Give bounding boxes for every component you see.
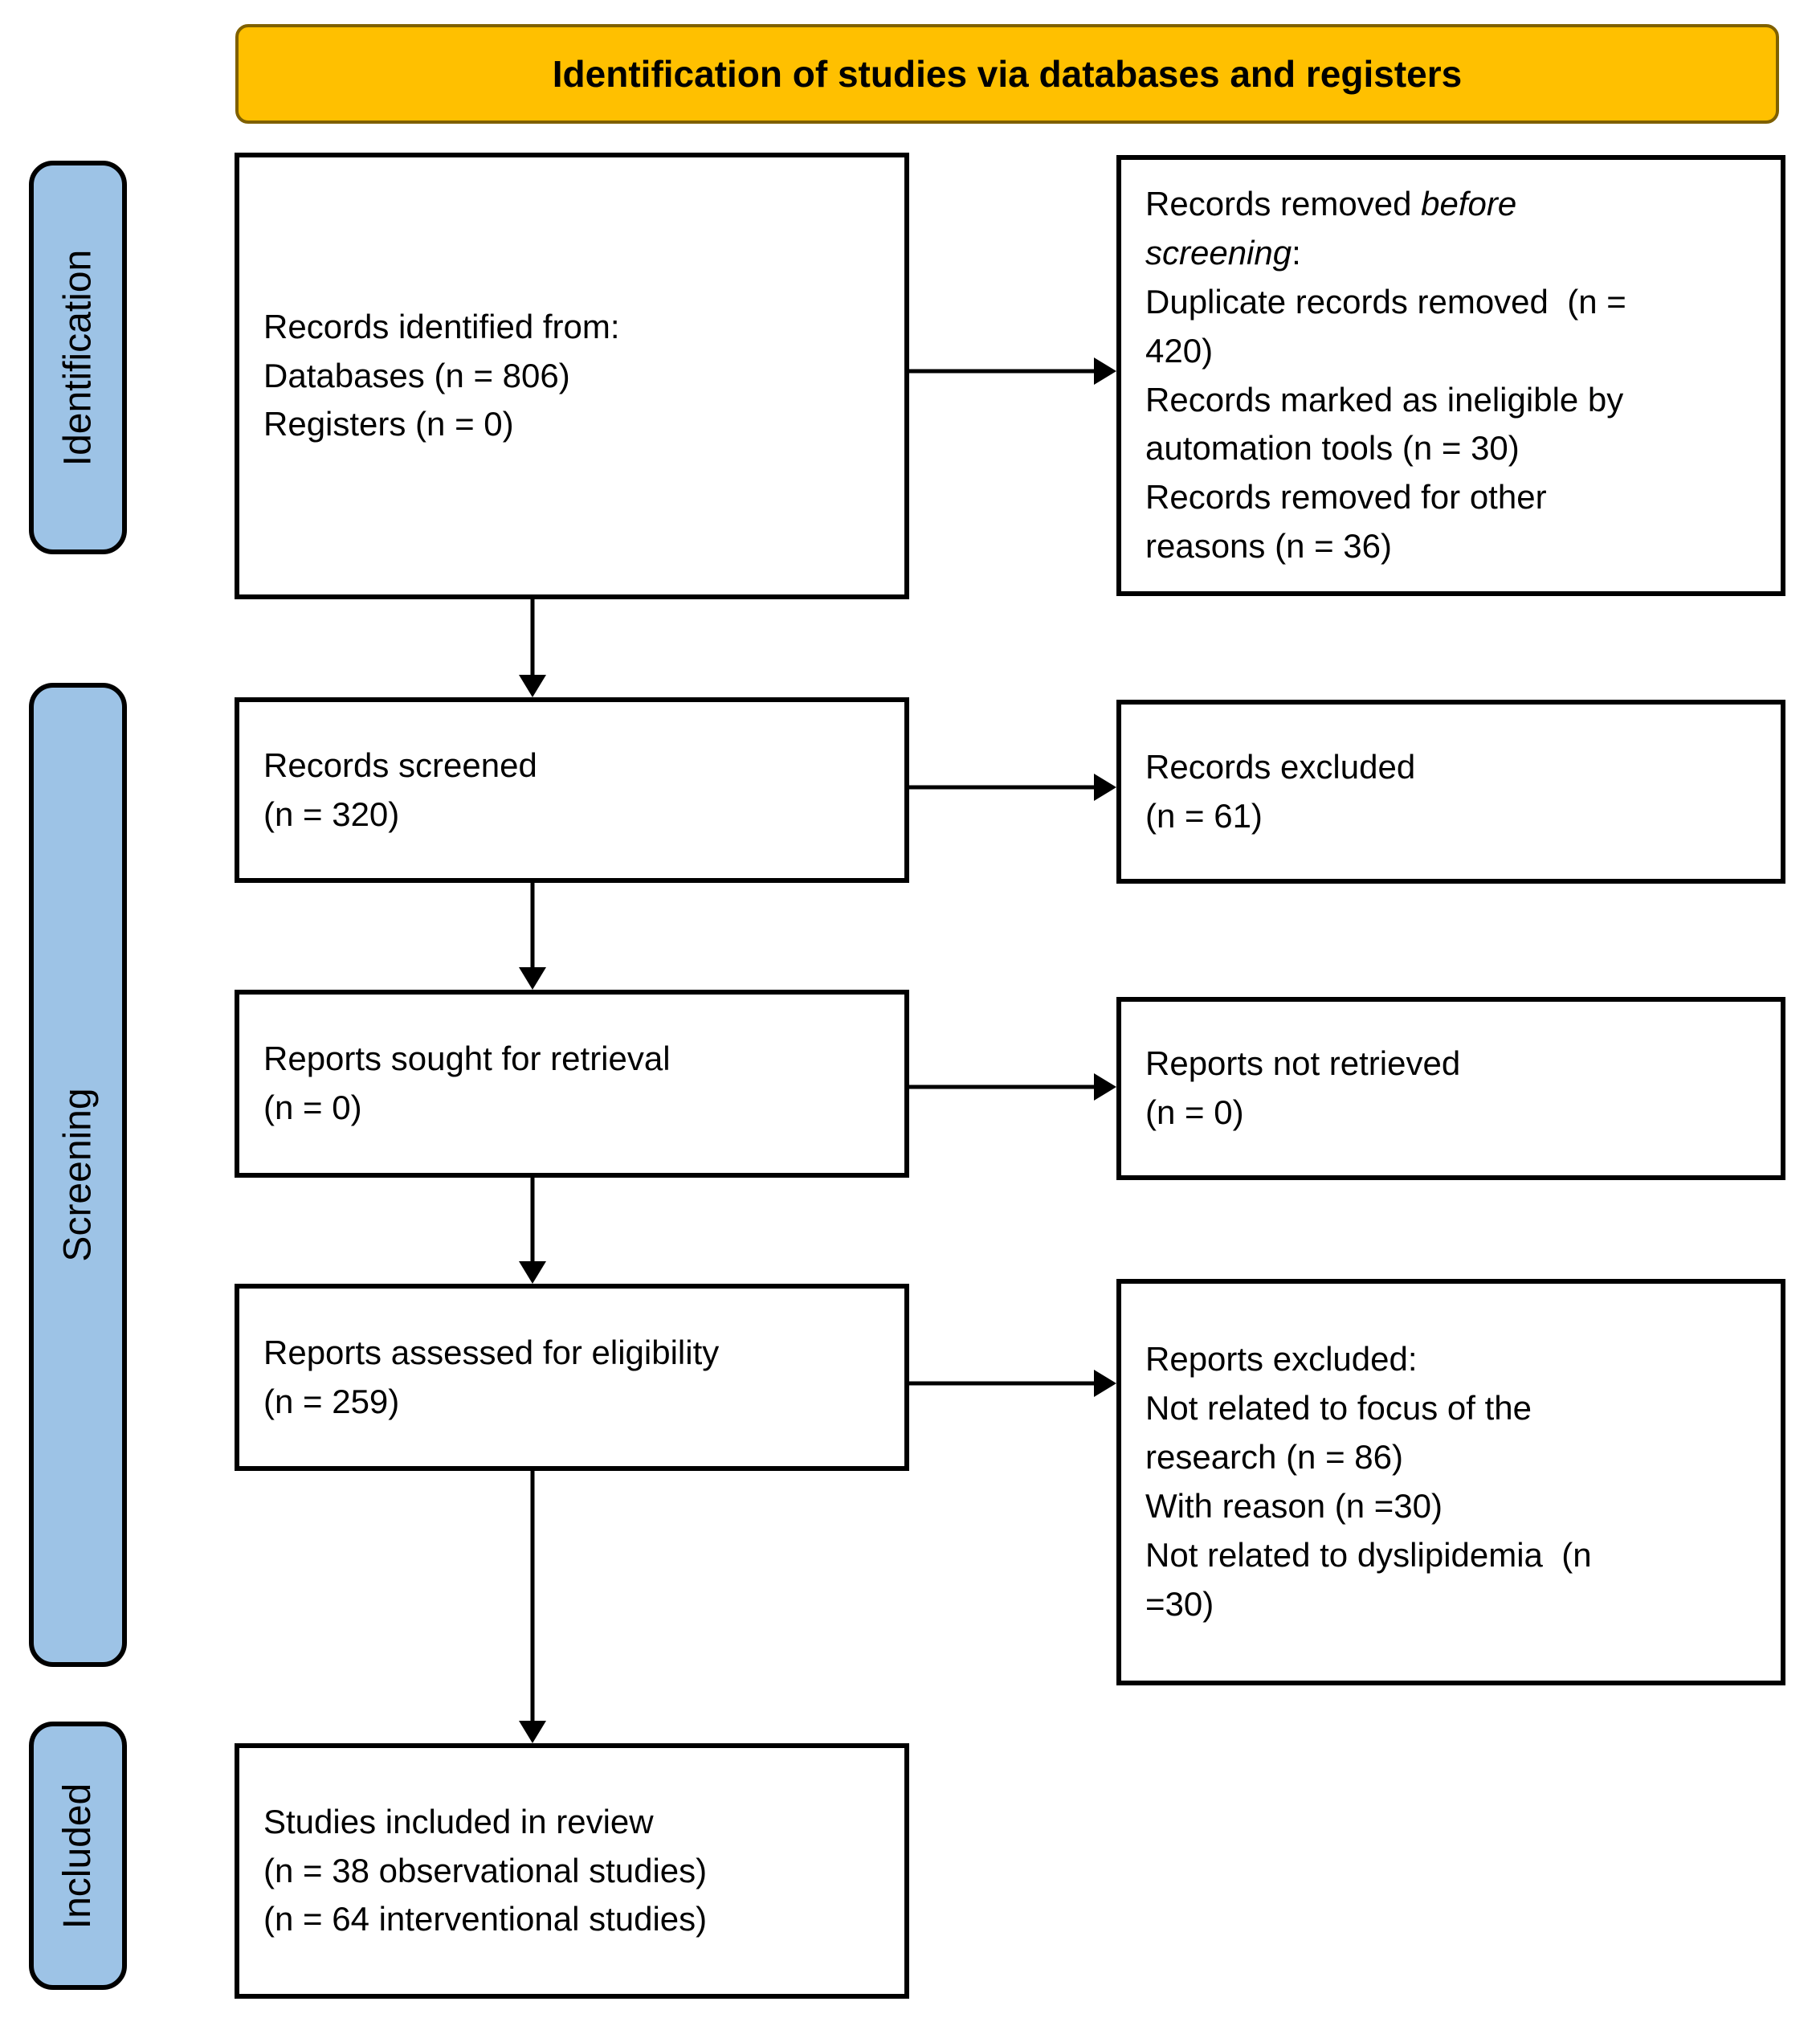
records-identified-box: [235, 153, 909, 599]
records-removed-line-8: reasons (n = 36): [1145, 527, 1393, 566]
stage-label-identification: Identification: [56, 249, 100, 466]
reports-sought-line-2: (n = 0): [263, 1089, 362, 1126]
arrow-head-icon: [519, 1721, 546, 1743]
records-identified-line-1: Records identified from:: [263, 307, 620, 345]
arrow-shaft: [909, 1085, 1096, 1089]
records-screened-line-1: Records screened: [263, 745, 537, 784]
records-identified-line-3: Registers (n = 0): [263, 405, 514, 443]
reports-excluded-line-3: research (n = 86): [1145, 1438, 1403, 1477]
down-arrow-identified-to-screened: [519, 599, 546, 697]
studies-included-line-3: (n = 64 interventional studies): [263, 1900, 708, 1938]
arrow-shaft: [909, 786, 1096, 790]
records-removed-line-6: automation tools (n = 30): [1145, 429, 1520, 468]
right-arrow-screened-to-excluded: [909, 774, 1116, 801]
reports-excluded-line-2: Not related to focus of the: [1145, 1389, 1532, 1428]
reports-excluded-line-1: Reports excluded:: [1145, 1340, 1418, 1379]
stage-label-included: Included: [56, 1783, 100, 1929]
reports-excluded-line-5: Not related to dyslipidemia (n: [1145, 1535, 1592, 1574]
arrow-shaft: [909, 1382, 1096, 1386]
records-removed-line-1-italic: before: [1421, 184, 1517, 223]
reports-sought-line-1: Reports sought for retrieval: [263, 1040, 671, 1078]
records-removed-line-1: [1145, 180, 1757, 229]
arrow-head-icon: [519, 675, 546, 697]
arrow-head-icon: [1094, 1073, 1116, 1101]
header-banner: [235, 24, 1779, 124]
arrow-head-icon: [1094, 357, 1116, 385]
records-removed-line-4: 420): [1145, 331, 1214, 370]
down-arrow-assessed-to-included: [519, 1471, 546, 1743]
arrow-shaft: [531, 883, 535, 969]
down-arrow-sought-to-assessed: [519, 1178, 546, 1284]
records-removed-line-2-italic: screening: [1145, 233, 1292, 272]
arrow-head-icon: [1094, 774, 1116, 801]
reports-not-retrieved-line-2: (n = 0): [1145, 1093, 1244, 1131]
reports-excluded-line-4: With reason (n =30): [1145, 1487, 1443, 1525]
arrow-shaft: [531, 1178, 535, 1263]
reports-not-retrieved-line-1: Reports not retrieved: [1145, 1044, 1461, 1083]
right-arrow-sought-to-not-retrieved: [909, 1073, 1116, 1101]
stage-tab-identification: [29, 161, 127, 554]
arrow-shaft: [531, 599, 535, 676]
reports-assessed-box: [235, 1284, 909, 1471]
reports-excluded-line-6: =30): [1145, 1584, 1214, 1623]
arrow-head-icon: [519, 967, 546, 990]
arrow-head-icon: [1094, 1370, 1116, 1397]
down-arrow-screened-to-sought: [519, 883, 546, 990]
records-excluded-line-2: (n = 61): [1145, 796, 1263, 835]
studies-included-line-2: (n = 38 observational studies): [263, 1851, 708, 1889]
records-screened-box: [235, 697, 909, 883]
diagram-title: Identification of studies via databases and registers: [552, 53, 1463, 95]
reports-not-retrieved-box: [1116, 997, 1785, 1180]
records-removed-line-3: Duplicate records removed (n =: [1145, 282, 1626, 321]
stage-label-screening: Screening: [56, 1088, 100, 1262]
reports-sought-box: [235, 990, 909, 1178]
right-arrow-assessed-to-excluded: [909, 1370, 1116, 1397]
records-removed-line-2-colon: :: [1292, 233, 1301, 272]
records-removed-line-1-text: Records removed: [1145, 184, 1422, 223]
records-removed-box: [1116, 155, 1785, 596]
records-screened-line-2: (n = 320): [263, 795, 400, 833]
stage-tab-screening: [29, 683, 127, 1667]
stage-tab-included: [29, 1722, 127, 1990]
records-removed-line-2: [1145, 229, 1757, 278]
arrow-head-icon: [519, 1261, 546, 1284]
right-arrow-identified-to-removed: [909, 357, 1116, 385]
records-removed-line-5: Records marked as ineligible by: [1145, 380, 1624, 419]
reports-assessed-line-1: Reports assessed for eligibility: [263, 1333, 720, 1371]
arrow-shaft: [909, 370, 1096, 374]
records-identified-line-2: Databases (n = 806): [263, 356, 570, 394]
arrow-shaft: [531, 1471, 535, 1722]
reports-assessed-line-2: (n = 259): [263, 1382, 400, 1420]
records-excluded-box: [1116, 700, 1785, 884]
reports-excluded-box: [1116, 1279, 1785, 1685]
records-excluded-line-1: Records excluded: [1145, 747, 1416, 786]
records-removed-line-7: Records removed for other: [1145, 478, 1547, 517]
studies-included-line-1: Studies included in review: [263, 1802, 654, 1840]
studies-included-box: [235, 1743, 909, 1999]
